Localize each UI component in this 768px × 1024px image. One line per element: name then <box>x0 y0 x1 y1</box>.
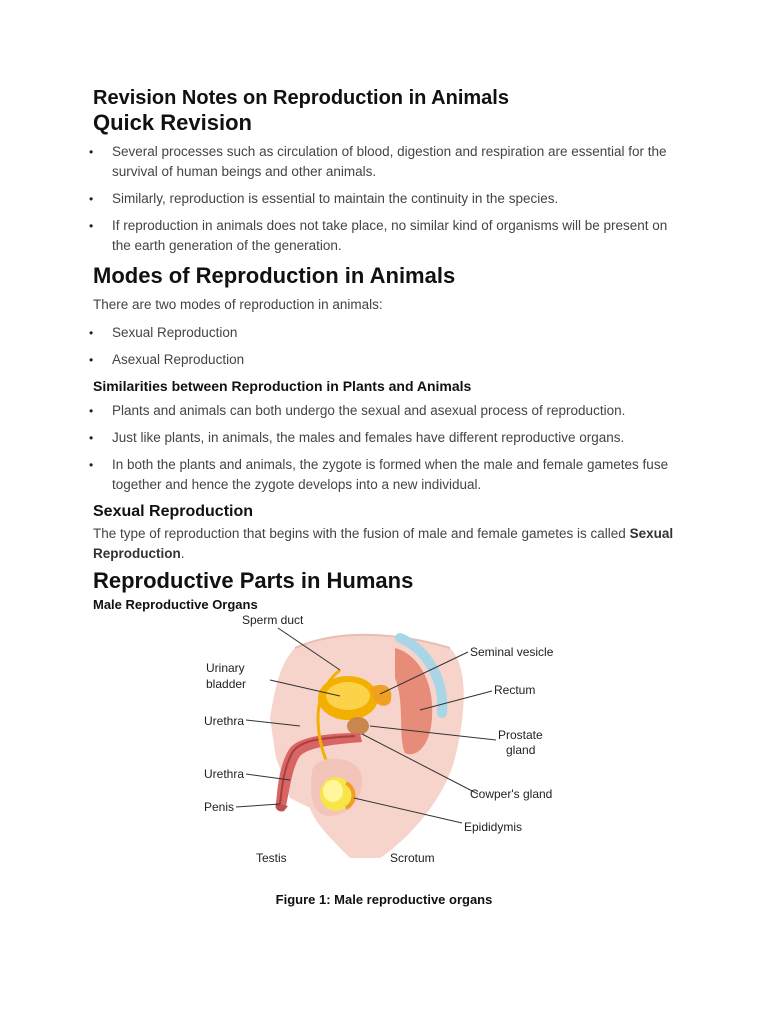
modes-heading: Modes of Reproduction in Animals <box>93 263 456 288</box>
list-item: • Several processes such as circulation of blood, digestion and respiration are essential for the survival of human beings and other animals. <box>93 142 683 182</box>
label-prostate: Prostate <box>498 728 543 742</box>
label-rectum: Rectum <box>494 683 536 697</box>
modes-list <box>93 323 683 370</box>
list-item: • Plants and animals can both undergo the sexual and asexual process of reproduction. <box>93 401 683 421</box>
sexual-term: Sexual Reproduction <box>93 526 674 561</box>
label-cowpers-gland: Cowper's gland <box>470 787 553 801</box>
quick-revision-list <box>93 142 683 256</box>
list-item: • In both the plants and animals, the zygote is formed when the male and female gametes fuse together and hence the zygote develops into a new individual. <box>93 455 683 495</box>
list-item: • If reproduction in animals does not take place, no similar kind of organisms will be present on the earth generation of the generation. <box>93 216 683 256</box>
sexual-reproduction-heading: Sexual Reproduction <box>93 503 254 520</box>
similarities-heading: Similarities between Reproduction in Plants and Animals <box>93 378 472 394</box>
list-item: • Asexual Reproduction <box>93 350 683 370</box>
similarities-list <box>93 401 683 495</box>
label-seminal-vesicle: Seminal vesicle <box>470 645 554 659</box>
sexual-text-end: . <box>180 546 185 561</box>
list-item: • Sexual Reproduction <box>93 323 683 343</box>
label-scrotum: Scrotum <box>390 851 435 865</box>
label-testis: Testis <box>256 851 287 865</box>
diagram-svg <box>200 608 580 873</box>
quick-revision-heading: Quick Revision <box>93 110 252 135</box>
list-item: • Similarly, reproduction is essential to maintain the continuity in the species. <box>93 189 683 209</box>
prostate-shape <box>347 717 369 735</box>
label-penis: Penis <box>204 800 235 814</box>
label-sperm-duct: Sperm duct <box>242 613 304 627</box>
label-urethra-top: Urethra <box>204 714 245 728</box>
label-epididymis: Epididymis <box>464 820 523 834</box>
label-urinary: Urinary <box>206 661 245 675</box>
page-title: Revision Notes on Reproduction in Animals <box>93 87 509 109</box>
modes-intro: There are two modes of reproduction in animals: <box>93 297 383 312</box>
figure-caption: Figure 1: Male reproductive organs <box>275 892 493 907</box>
sexual-text-part: The type of reproduction that begins with the fusion of male and female gametes is called <box>93 526 630 541</box>
reproductive-parts-heading: Reproductive Parts in Humans <box>93 568 414 593</box>
sexual-reproduction-text <box>93 524 683 564</box>
male-organs-heading: Male Reproductive Organs <box>93 597 258 612</box>
list-item: • Just like plants, in animals, the males and females have different reproductive organs. <box>93 428 683 448</box>
label-bladder: bladder <box>206 677 247 691</box>
document-body <box>93 86 683 620</box>
label-prostate-gland: gland <box>506 743 536 757</box>
male-reproductive-diagram <box>200 608 580 873</box>
label-urethra-bottom: Urethra <box>204 767 245 781</box>
